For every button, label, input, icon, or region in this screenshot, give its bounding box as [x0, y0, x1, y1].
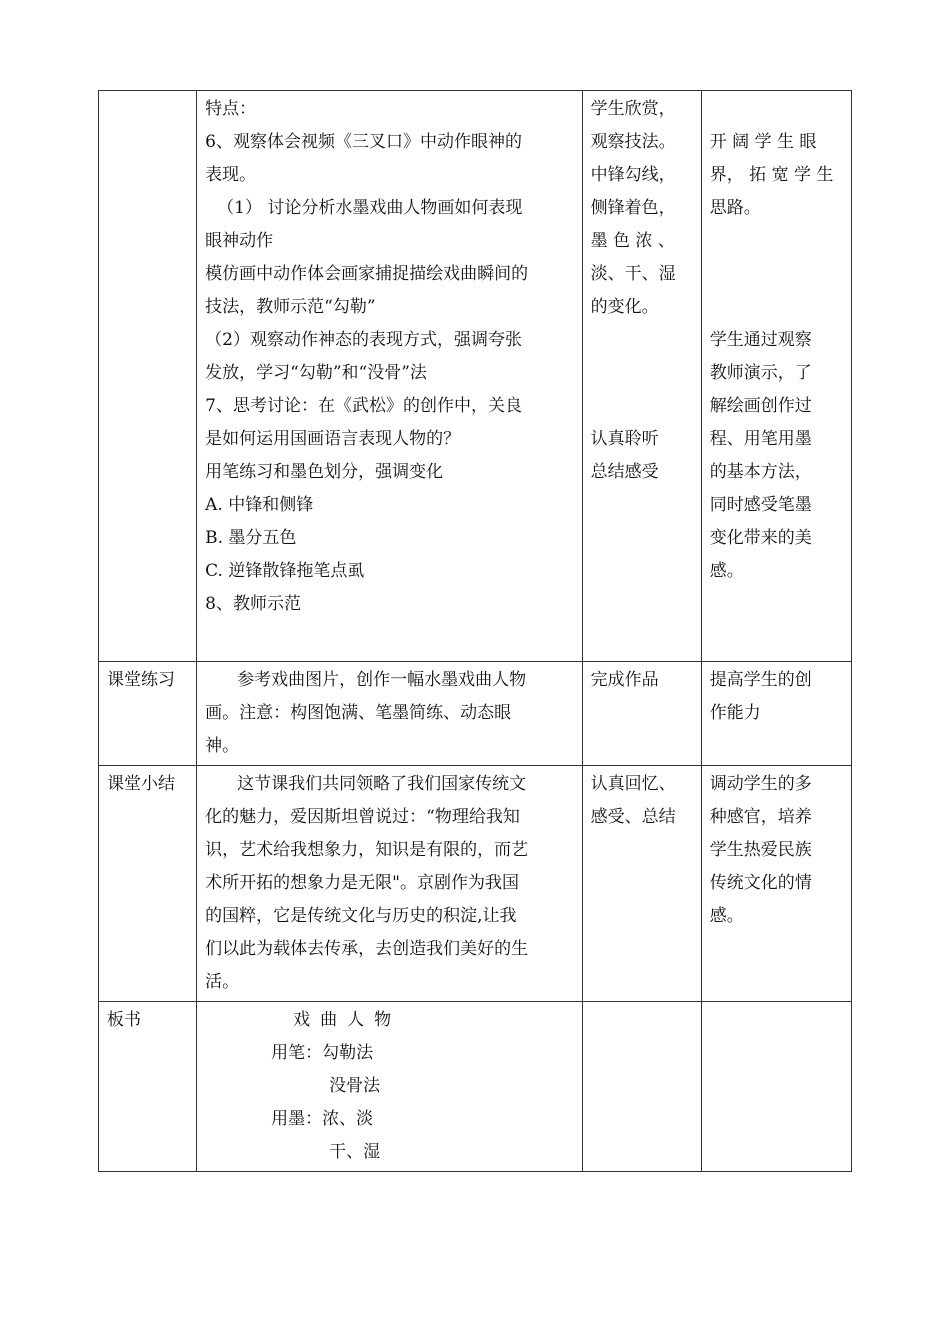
content-cell	[197, 91, 583, 662]
content-line: 活。	[205, 972, 240, 992]
row-label: 课堂小结	[107, 774, 175, 794]
student-activity-cell	[582, 662, 701, 766]
intent-line: 感。	[709, 561, 744, 581]
content-line: 的国粹，它是传统文化与历史的积淀,让我	[205, 906, 517, 926]
board-title: 戏曲人物	[293, 1010, 402, 1030]
content-line: 8、教师示范	[205, 594, 301, 614]
lesson-plan-table	[98, 90, 852, 1172]
content-line: 这节课我们共同领略了我们国家传统文	[237, 774, 527, 794]
content-line: 是如何运用国画语言表现人物的？	[205, 429, 461, 449]
intent-line: 感。	[709, 906, 744, 926]
student-line: 淡、干、湿	[590, 264, 676, 284]
student-activity-cell	[582, 91, 701, 662]
content-line: B. 墨分五色	[205, 528, 297, 548]
intent-line: 种感官，培养	[709, 807, 812, 827]
intent-line: 的基本方法，	[709, 462, 812, 482]
content-cell	[197, 766, 583, 1002]
intent-line: 教师演示，了	[709, 363, 812, 383]
intent-line: 解绘画创作过	[709, 396, 812, 416]
content-line: 术所开拓的想象力是无限"。京剧作为我国	[205, 873, 519, 893]
board-brush-line	[205, 1037, 574, 1070]
student-line: 学生欣赏，	[590, 99, 676, 119]
content-line: 画。注意：构图饱满、笔墨简练、动态眼	[205, 703, 512, 723]
intent-line: 学生热爱民族	[709, 840, 812, 860]
intent-line: 界， 拓 宽 学 生	[709, 165, 834, 185]
student-line: 观察技法。	[590, 132, 676, 152]
intent-line: 程、用笔用墨	[709, 429, 812, 449]
content-line: （1） 讨论分析水墨戏曲人物画如何表现	[217, 198, 523, 218]
row-label-cell	[99, 91, 197, 662]
board-brush-label: 用笔：	[271, 1043, 323, 1063]
blackboard-cell	[197, 1002, 583, 1172]
table-row	[99, 662, 852, 766]
student-line: 认真回忆、	[590, 774, 676, 794]
table-row	[99, 91, 852, 662]
table-row	[99, 1002, 852, 1172]
student-activity-cell	[582, 766, 701, 1002]
student-line: 总结感受	[590, 462, 659, 482]
board-ink-label: 用墨：	[271, 1109, 323, 1129]
content-line: 6、观察体会视频《三叉口》中动作眼神的	[205, 132, 522, 152]
intent-line: 学生通过观察	[709, 330, 812, 350]
intent-spacer	[710, 291, 843, 324]
student-line: 完成作品	[590, 670, 659, 690]
student-line: 认真聆听	[590, 429, 659, 449]
student-spacer	[591, 357, 693, 390]
content-line: C. 逆锋散锋拖笔点虱	[205, 561, 365, 581]
table-row	[99, 766, 852, 1002]
intent-line: 提高学生的创	[709, 670, 812, 690]
content-line: 用笔练习和墨色划分，强调变化	[205, 462, 444, 482]
student-activity-cell	[582, 1002, 701, 1172]
design-intent-cell	[701, 91, 851, 662]
row-label: 课堂练习	[107, 670, 175, 690]
row-label: 板书	[107, 1010, 141, 1030]
intent-line: 变化带来的美	[709, 528, 812, 548]
board-brush-2: 没骨法	[329, 1076, 381, 1096]
design-intent-cell	[701, 1002, 851, 1172]
content-line: （2）观察动作神态的表现方式，强调夸张	[205, 330, 522, 350]
content-line: 们以此为载体去传承，去创造我们美好的生	[205, 939, 529, 959]
content-line: 化的魅力，爱因斯坦曾说过：“物理给我知	[205, 807, 520, 827]
board-brush-1: 勾勒法	[322, 1043, 374, 1063]
intent-line: 思路。	[709, 198, 761, 218]
design-intent-cell	[701, 766, 851, 1002]
student-line: 感受、总结	[590, 807, 676, 827]
content-line: 技法，教师示范“勾勒”	[205, 297, 376, 317]
content-line: 眼神动作	[205, 231, 274, 251]
content-line: 模仿画中动作体会画家捕捉描绘戏曲瞬间的	[205, 264, 529, 284]
content-line: 特点：	[205, 99, 257, 119]
content-line: 参考戏曲图片，创作一幅水墨戏曲人物	[237, 670, 527, 690]
intent-line: 调动学生的多	[709, 774, 812, 794]
student-line: 墨 色 浓 、	[590, 231, 675, 251]
intent-line: 开 阔 学 生 眼	[709, 132, 817, 152]
intent-spacer	[710, 258, 843, 291]
content-cell	[197, 662, 583, 766]
intent-line: 传统文化的情	[709, 873, 812, 893]
content-line: A. 中锋和侧锋	[205, 495, 314, 515]
design-intent-cell	[701, 662, 851, 766]
row-label-cell	[99, 1002, 197, 1172]
row-label-cell	[99, 766, 197, 1002]
intent-spacer	[710, 225, 843, 258]
intent-line: 同时感受笔墨	[709, 495, 812, 515]
board-ink-1: 浓、淡	[322, 1109, 374, 1129]
student-line: 中锋勾线，	[590, 165, 676, 185]
content-line: 识，艺术给我想象力，知识是有限的，而艺	[205, 840, 529, 860]
board-ink-2: 干、湿	[329, 1142, 381, 1162]
content-line: 7、思考讨论：在《武松》的创作中，关良	[205, 396, 522, 416]
intent-line: 作能力	[709, 703, 761, 723]
student-line: 侧锋着色，	[590, 198, 676, 218]
student-spacer	[591, 390, 693, 423]
board-ink-line	[205, 1103, 574, 1136]
content-line: 发放，学习“勾勒”和“没骨”法	[205, 363, 427, 383]
content-line: 表现。	[205, 165, 257, 185]
intent-spacer	[710, 93, 843, 126]
content-line: 神。	[205, 736, 240, 756]
student-spacer	[591, 324, 693, 357]
row-label-cell	[99, 662, 197, 766]
student-line: 的变化。	[590, 297, 659, 317]
